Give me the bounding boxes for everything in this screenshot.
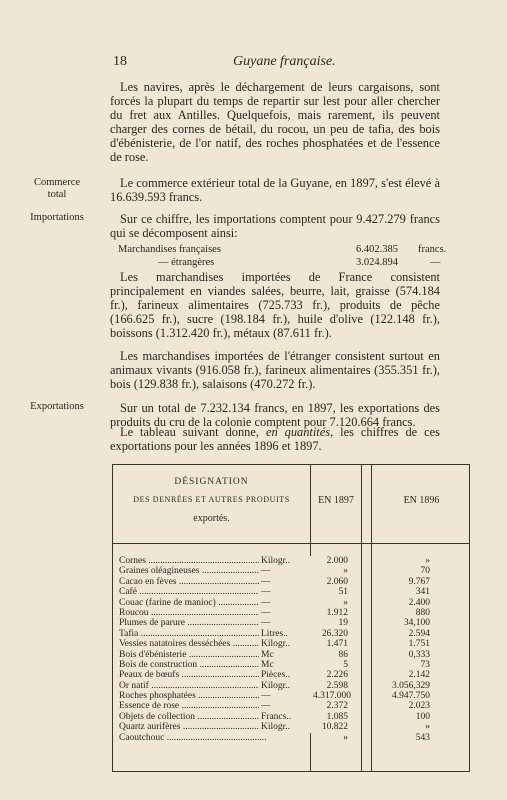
row-name: Objets de collection .....	[119, 712, 267, 722]
row-value-1897: 86	[338, 649, 348, 660]
row-unit: Kilogr..	[259, 681, 311, 691]
table-row	[113, 629, 469, 639]
row-value-1897: 1.471	[326, 639, 348, 650]
row-value-1896: 2.142	[408, 670, 430, 681]
table-row	[113, 566, 469, 576]
row-name: Vessies natatoires desséchées .....	[119, 639, 267, 649]
row-value-1897: 10.822	[321, 722, 348, 733]
running-header	[113, 54, 447, 70]
intro-text-start: Le tableau suivant donne,	[120, 425, 266, 439]
row-value-1896: »	[425, 556, 430, 566]
table-head-designation: DÉSIGNATION	[174, 477, 249, 487]
row-unit: Kilogr..	[259, 722, 311, 732]
row-unit: —	[259, 608, 311, 618]
row-value-1896: 2.400	[408, 597, 430, 608]
table-row	[113, 691, 469, 701]
sidenote-exportations: Exportations	[30, 401, 84, 412]
row-name: Or natif .....	[119, 681, 267, 691]
row-unit: —	[259, 566, 311, 576]
paragraph-ships: Les navires, après le déchargement de leurs cargaisons, sont forcés la plupart du temps de repartir sur lest pour aller chercher du fret aux Antilles. Quelquefois, mais rarement, ils peuvent charger des cornes de bétail, du rocou, un peu de tafia, des bois d'ébénisterie, de l'or natif, des roches phosphatées et de l'essence de rose.	[110, 80, 440, 164]
row-value-1896: 2.594	[408, 628, 430, 639]
table-row	[113, 660, 469, 670]
row-name: Bois de construction .....	[119, 660, 267, 670]
table-row	[113, 722, 469, 732]
paragraph-exports: Sur un total de 7.232.134 francs, en 1897, les exportations des produits du cru de la colonie comptent pour 7.120.664 francs.	[110, 401, 440, 429]
row-unit: —	[259, 691, 311, 701]
row-name: Couac (farine de manioc) .....	[119, 598, 267, 608]
table-row	[113, 587, 469, 597]
exports-table	[112, 464, 470, 772]
row-value-1897: 2.000	[326, 556, 348, 566]
row-value-1897: 19	[338, 618, 348, 629]
row-name: Bois d'ébénisterie .....	[119, 650, 267, 660]
row-unit: Francs..	[259, 712, 311, 722]
intro-text-italic: en quantités	[265, 425, 331, 439]
table-row	[113, 598, 469, 608]
row-value-1896: »	[425, 722, 430, 733]
table-head-exported: exportés.	[193, 513, 230, 524]
row-value-1897: »	[343, 566, 348, 577]
column-header-1896: EN 1896	[403, 495, 440, 506]
row-value-1896: 70	[420, 566, 430, 577]
sidenote-commerce: Commerce total	[33, 177, 81, 200]
import-line-value: 3.024.894	[356, 257, 398, 268]
row-value-1896: 34,100	[403, 618, 430, 629]
table-row	[113, 681, 469, 691]
row-value-1896: 100	[415, 711, 430, 722]
row-value-1896: 73	[420, 659, 430, 670]
table-row	[113, 577, 469, 587]
row-name: Roches phosphatées .....	[119, 691, 267, 701]
row-name: Caoutchouc .....	[119, 733, 267, 743]
table-row	[113, 556, 469, 566]
row-unit: —	[259, 598, 311, 608]
row-name: Cornes .....	[119, 556, 267, 566]
paragraph-total-trade: Le commerce extérieur total de la Guyane, en 1897, s'est élevé à 16.639.593 francs.	[110, 176, 440, 204]
paragraph-imports: Sur ce chiffre, les importations comptent pour 9.427.279 francs qui se décomposent ainsi:	[110, 212, 440, 240]
row-value-1896: 3.056,329	[392, 680, 430, 691]
paragraph-table-intro	[110, 425, 440, 453]
import-line-value: 6.402.385	[356, 244, 398, 255]
row-unit: Kilogr..	[259, 639, 311, 649]
row-value-1896: 880	[415, 607, 430, 618]
row-unit: —	[259, 577, 311, 587]
row-name: Quartz aurifères .....	[119, 722, 267, 732]
table-row	[113, 701, 469, 711]
row-unit: —	[259, 587, 311, 597]
row-unit: —	[259, 701, 311, 711]
table-body	[113, 556, 469, 743]
row-name: Roucou .....	[119, 608, 267, 618]
row-value-1897: 5	[343, 659, 348, 670]
table-row	[113, 670, 469, 680]
paragraph-foreign-goods: Les marchandises importées de l'étranger consistent surtout en animaux vivants (916.058 fr.), farineux alimentaires (355.351 fr.), bois (129.838 fr.), salaisons (470.272 fr.).	[110, 349, 440, 391]
import-line-label: Marchandises françaises	[118, 244, 221, 255]
row-value-1897: »	[343, 597, 348, 608]
intro-text-end: , les chiffres de ces exportations pour les années 1896 et 1897.	[110, 425, 440, 453]
import-line-suffix: francs.	[418, 244, 447, 255]
row-value-1897: 2.060	[326, 576, 348, 587]
row-name: Café .....	[119, 587, 267, 597]
row-value-1897: 1.912	[326, 607, 348, 618]
import-line-label: — étrangères	[158, 257, 215, 268]
row-name: Tafia .....	[119, 629, 267, 639]
header-divider	[113, 543, 469, 544]
table-row	[113, 639, 469, 649]
table-row	[113, 608, 469, 618]
row-name: Cacao en fèves .....	[119, 577, 267, 587]
paragraph-french-goods: Les marchandises importées de France consistent principalement en viandes salées, beurre, lait, graisse (574.184 fr.), farineux alimentaires (725.733 fr.), produits de pêche (166.625 fr.), sucre (198.184 fr.), huile d'olive (122.148 fr.), boissons (1.312.420 fr.), métaux (87.611 fr.).	[110, 270, 440, 340]
row-unit: —	[259, 618, 311, 628]
table-row	[113, 650, 469, 660]
row-value-1897: 2.226	[326, 670, 348, 681]
row-value-1897: 2.372	[326, 701, 348, 712]
row-value-1896: 0,333	[408, 649, 430, 660]
row-name: Essence de rose .....	[119, 701, 267, 711]
row-unit: Kilogr..	[259, 556, 311, 566]
row-value-1896: 9.767	[408, 576, 430, 587]
row-value-1897: 51	[338, 587, 348, 598]
running-title: Guyane française.	[233, 54, 336, 69]
row-unit: Mc	[259, 660, 311, 670]
row-value-1896: 2.023	[408, 701, 430, 712]
table-row	[113, 712, 469, 722]
table-row	[113, 618, 469, 628]
row-value-1897: 2.598	[326, 680, 348, 691]
row-value-1897: 4.317.000	[313, 691, 351, 702]
row-value-1896: 1.751	[408, 639, 430, 650]
row-value-1896: 4.947.750	[392, 691, 430, 702]
table-head-subtitle: DES DENRÉES ET AUTRES PRODUITS	[133, 495, 290, 504]
row-unit: Pièces..	[259, 670, 311, 680]
row-value-1896: 341	[415, 587, 430, 598]
row-unit: Mc	[259, 650, 311, 660]
row-value-1897: 1.085	[326, 711, 348, 722]
row-name: Peaux de bœufs .....	[119, 670, 267, 680]
row-unit: Litres..	[259, 629, 311, 639]
sidenote-importations: Importations	[30, 212, 84, 223]
import-line-suffix: —	[430, 257, 441, 268]
table-row	[113, 733, 469, 743]
row-name: Graines oléagineuses .....	[119, 566, 267, 576]
column-header-1897: EN 1897	[318, 495, 354, 506]
row-value-1896: 543	[415, 732, 430, 743]
row-value-1897: »	[343, 732, 348, 743]
page-number: 18	[113, 54, 127, 69]
row-name: Plumes de parure .....	[119, 618, 267, 628]
row-value-1897: 26.320	[321, 628, 348, 639]
